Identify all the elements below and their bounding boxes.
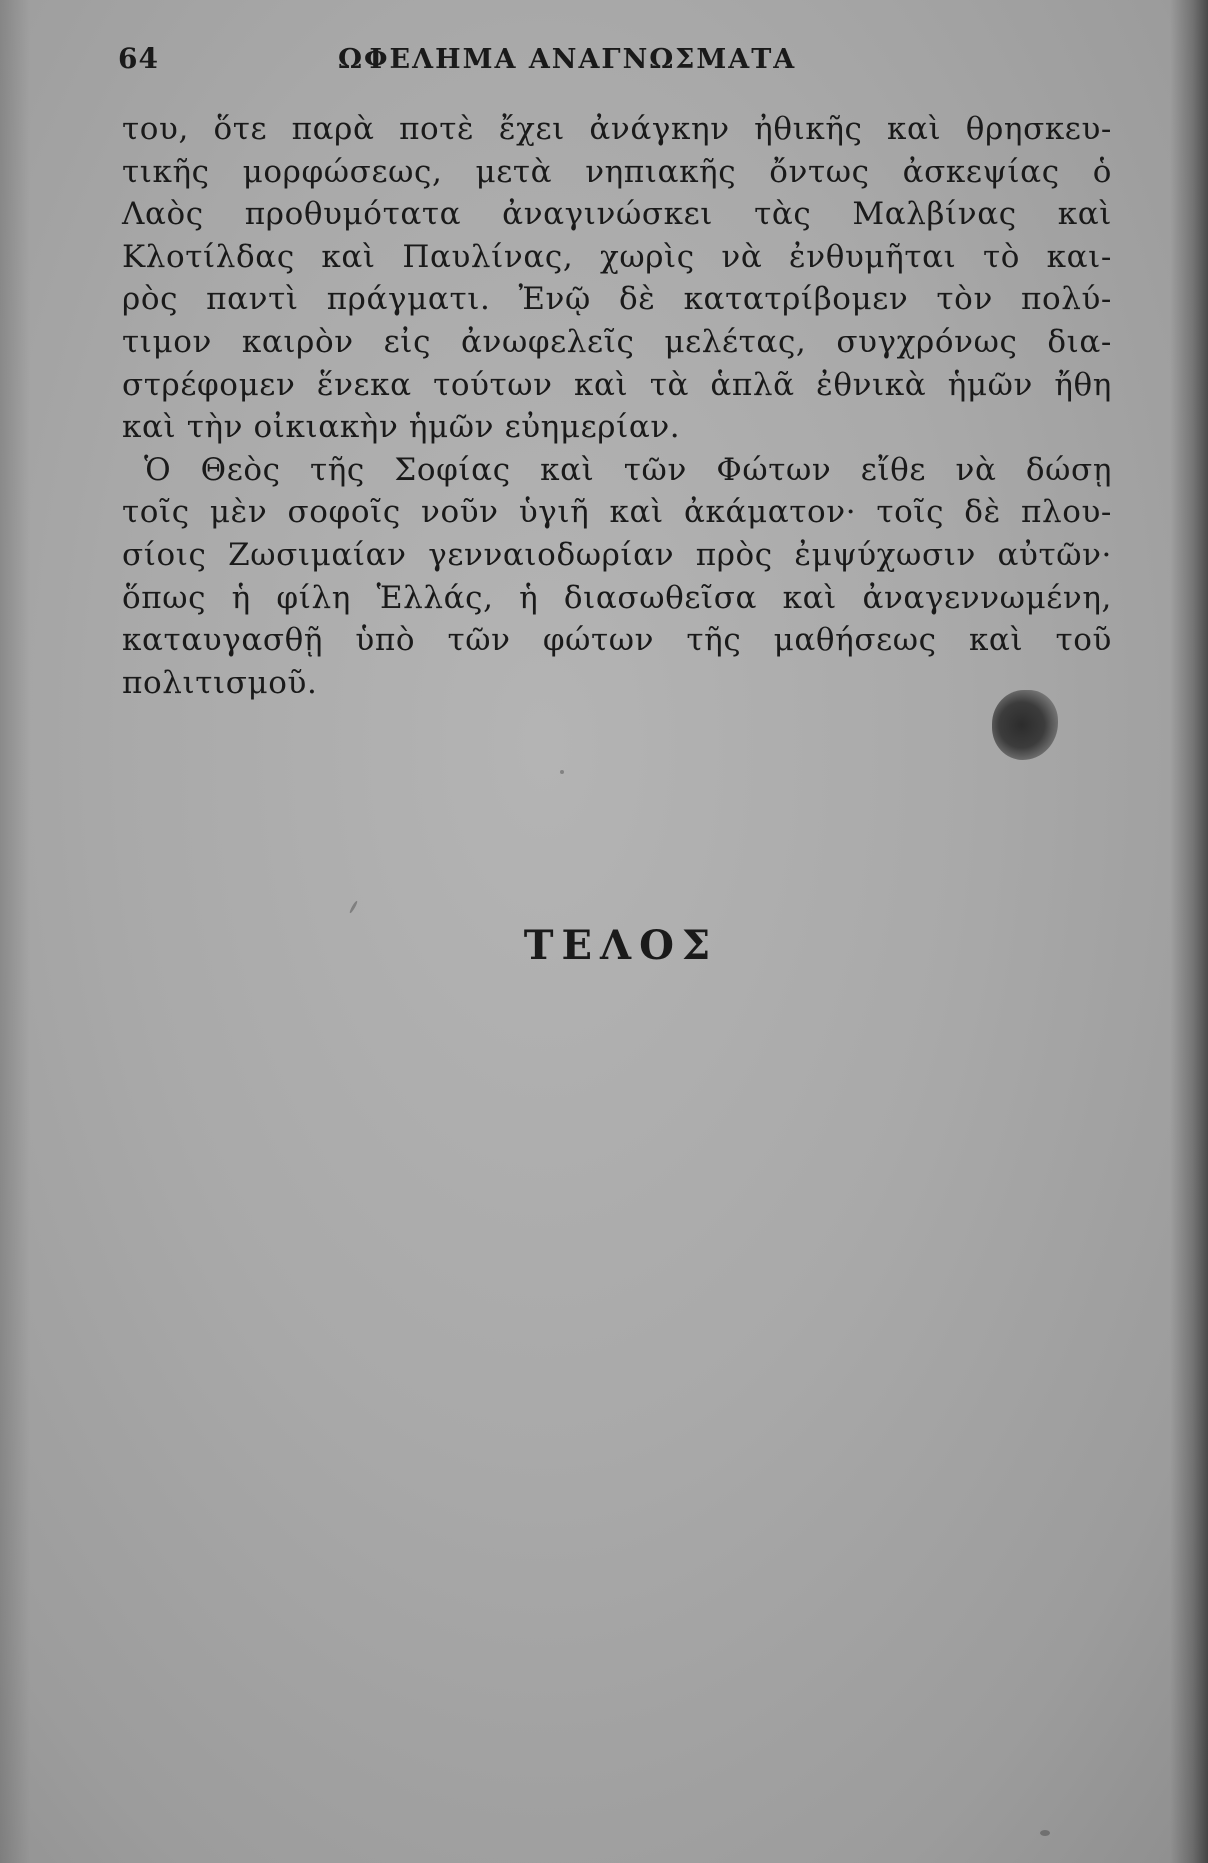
text-line: καὶ τὴν οἰκιακὴν ἡμῶν εὐημερίαν. — [122, 409, 681, 446]
text-line: Κλοτίλδας καὶ Παυλίνας, χωρὶς νὰ ἐνθυμῆται τὸ και- — [122, 238, 1112, 275]
text-line: τοῖς μὲν σοφοῖς νοῦν ὑγιῆ καὶ ἀκάματον· τοῖς δὲ πλου- — [122, 494, 1112, 531]
paper-speck — [1040, 1830, 1050, 1836]
text-line: του, ὅτε παρὰ ποτὲ ἔχει ἀνάγκην ἠθικῆς καὶ θρησκευ- — [122, 111, 1112, 147]
text-line: ρὸς παντὶ πράγματι. Ἐνῷ δὲ κατατρίβομεν τὸν πολύ- — [122, 281, 1112, 318]
text-line: τιμον καιρὸν εἰς ἀνωφελεῖς μελέτας, συγχρόνως δια- — [122, 323, 1112, 360]
text-line: σίοις Ζωσιμαίαν γενναιοδωρίαν πρὸς ἐμψύχωσιν αὐτῶν· — [122, 536, 1112, 573]
page-number: 64 — [118, 42, 159, 75]
ink-stain — [992, 690, 1058, 760]
text-line: ὅπως ἡ φίλη Ἑλλάς, ἡ διασωθεῖσα καὶ ἀναγεννωμένη, — [122, 579, 1112, 616]
running-title: ΩΦΕΛΗΜΑ ΑΝΑΓΝΩΣΜΑΤΑ — [338, 44, 797, 75]
ending-title: ΤΕΛΟΣ — [523, 922, 719, 969]
text-line: πολιτισμοῦ. — [122, 664, 318, 701]
page-header — [118, 42, 1118, 82]
paper-speck — [560, 770, 564, 774]
text-line: Ὁ Θεὸς τῆς Σοφίας καὶ τῶν Φώτων εἴθε νὰ δώσῃ — [144, 451, 1112, 488]
text-line: στρέφομεν ἕνεκα τούτων καὶ τὰ ἁπλᾶ ἐθνικὰ ἡμῶν ἤθη — [122, 366, 1112, 403]
text-line: καταυγασθῇ ὑπὸ τῶν φώτων τῆς μαθήσεως καὶ τοῦ — [122, 622, 1112, 659]
body-text — [122, 108, 1112, 704]
paper-speck — [349, 900, 359, 914]
text-line: Λαὸς προθυμότατα ἀναγινώσκει τὰς Μαλβίνας καὶ — [122, 196, 1112, 233]
text-line: τικῆς μορφώσεως, μετὰ νηπιακῆς ὄντως ἀσκεψίας ὁ — [122, 153, 1112, 190]
